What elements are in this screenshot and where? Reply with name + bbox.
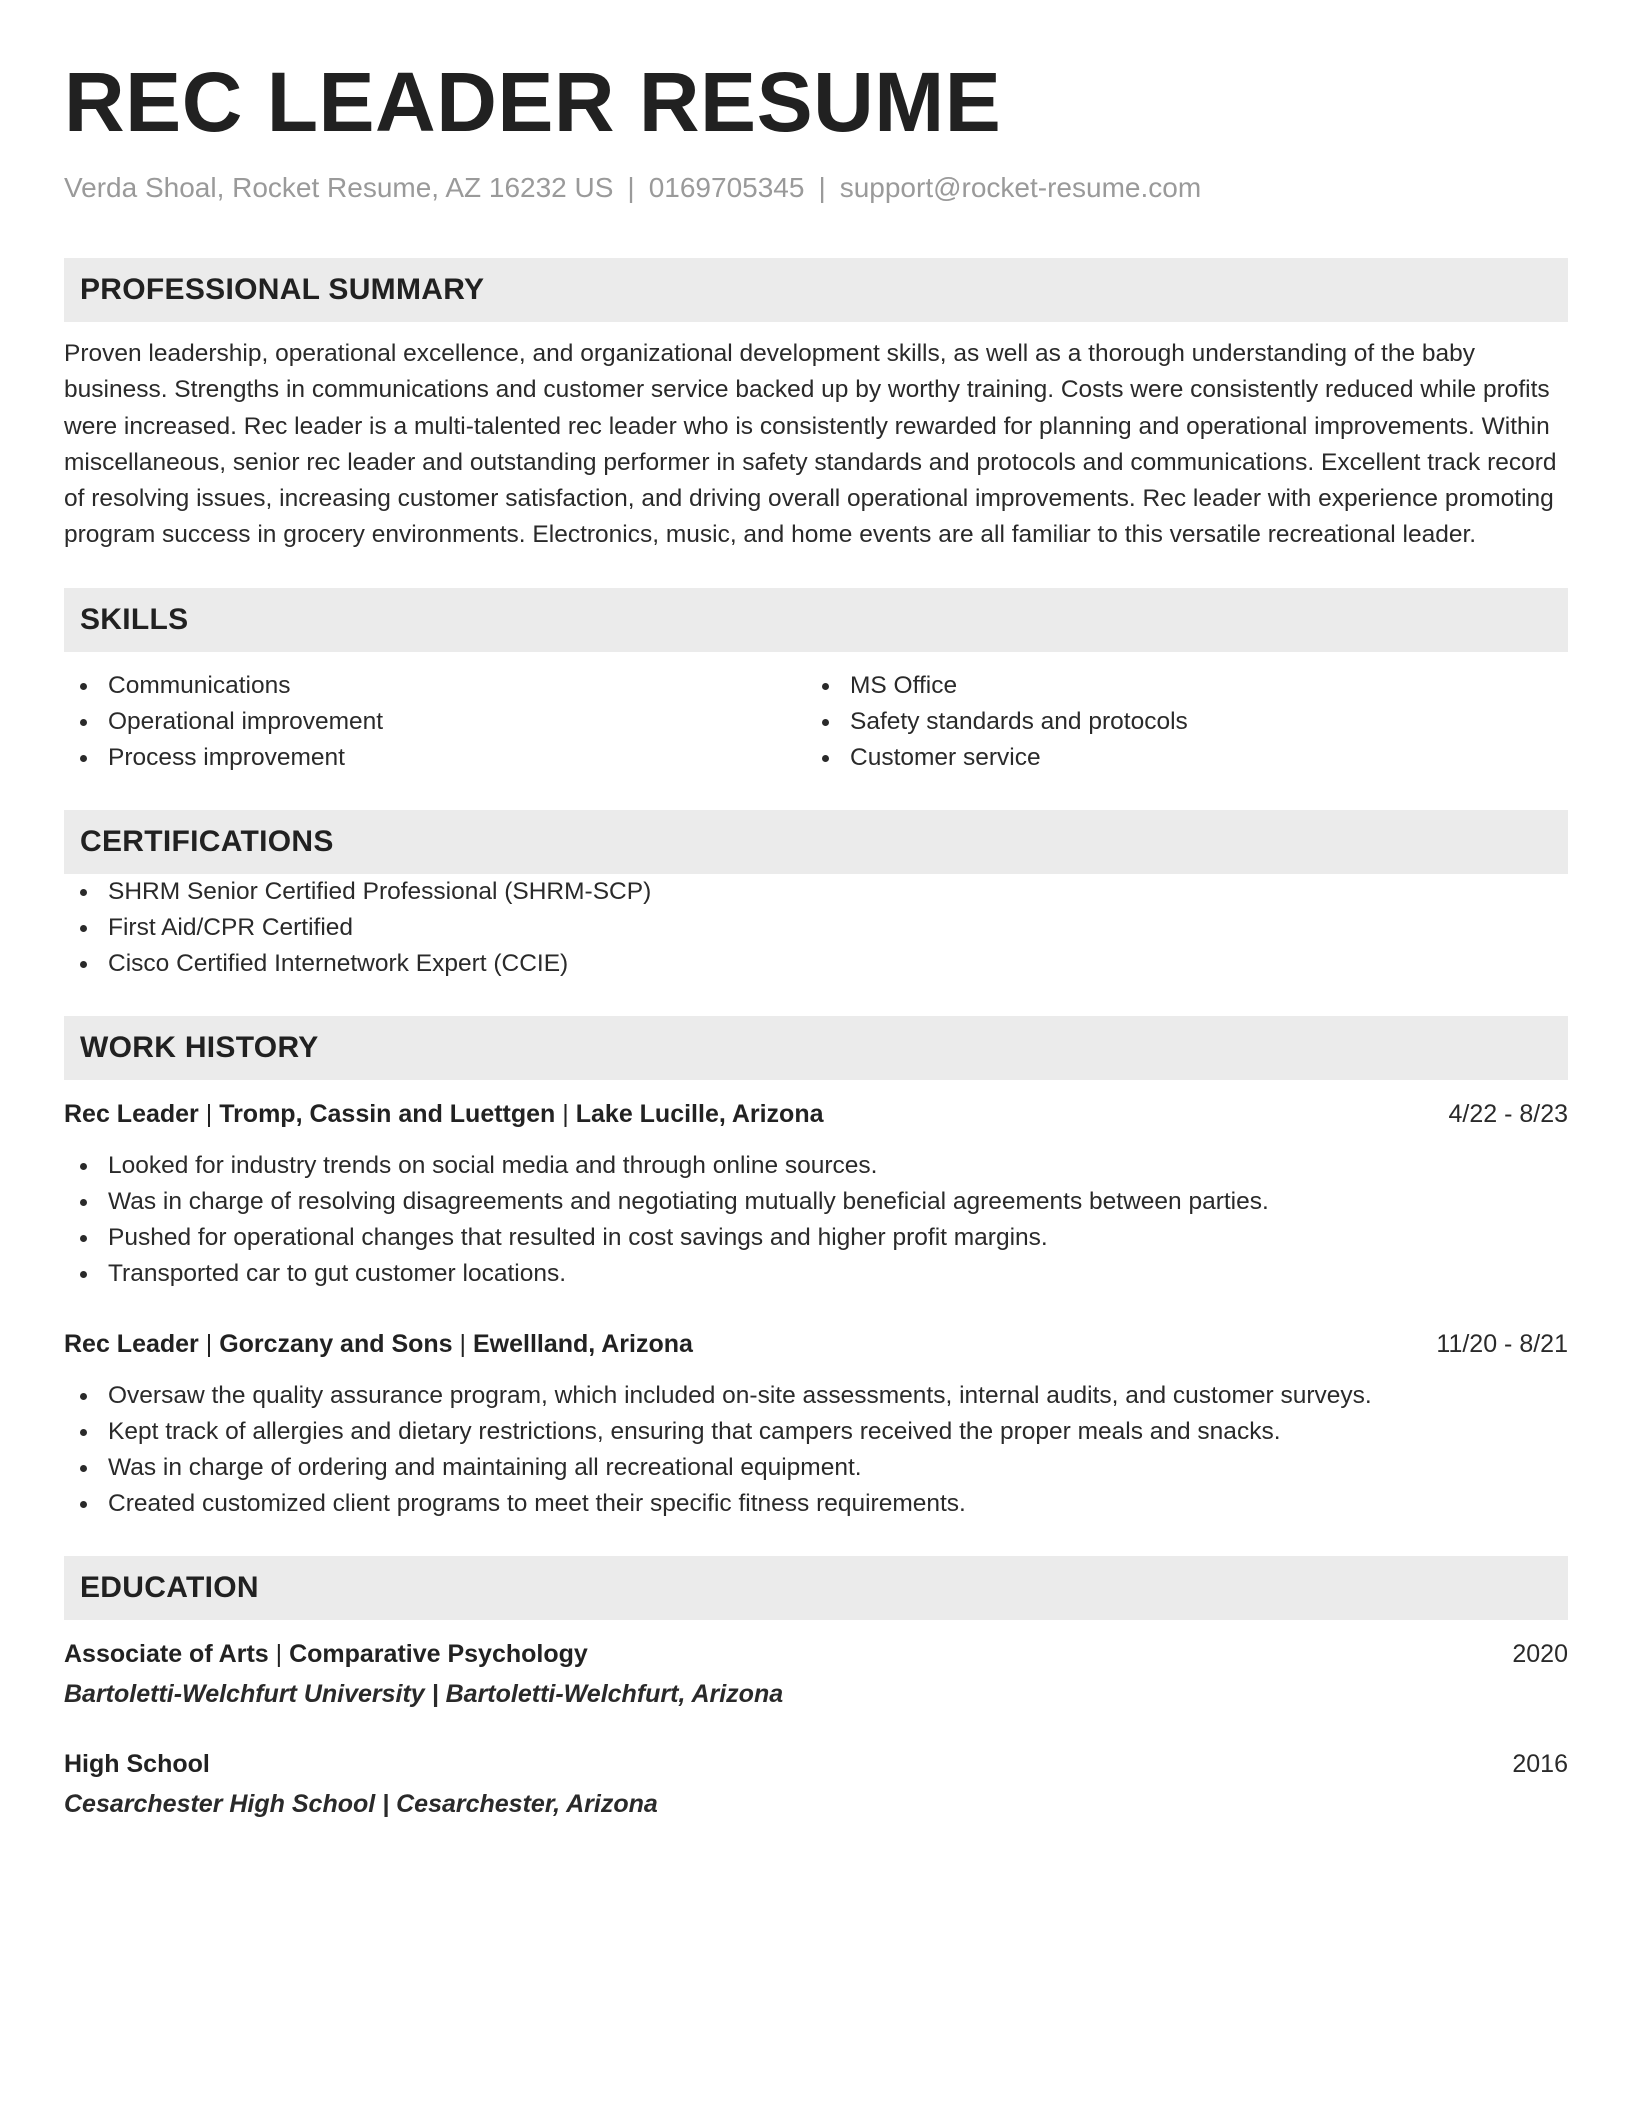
job-separator: |: [198, 1329, 220, 1358]
education-separator: |: [375, 1789, 397, 1818]
job-dates: 4/22 - 8/23: [1448, 1099, 1568, 1128]
education-location: Bartoletti-Welchfurt, Arizona: [445, 1679, 784, 1708]
job-header: [64, 1326, 1568, 1362]
job-location: Lake Lucille, Arizona: [575, 1099, 824, 1128]
contact-address: Verda Shoal, Rocket Resume, AZ 16232 US: [64, 172, 614, 203]
education-school: Cesarchester High School: [64, 1789, 376, 1818]
job-location: Ewellland, Arizona: [472, 1329, 693, 1358]
skill-item: MS Office: [806, 668, 1548, 704]
job-role: Rec Leader: [64, 1329, 199, 1358]
job-role: Rec Leader: [64, 1099, 199, 1128]
education-degree-line: [64, 1636, 588, 1672]
skill-item: Process improvement: [64, 740, 806, 776]
education-header: [64, 1636, 1568, 1672]
job-bullet: Oversaw the quality assurance program, which included on-site assessments, internal audits, and customer surveys.: [64, 1378, 1568, 1414]
skill-item: Customer service: [806, 740, 1548, 776]
certifications-list: [64, 874, 1568, 982]
certification-item: Cisco Certified Internetwork Expert (CCIE): [64, 946, 1568, 982]
certification-item: SHRM Senior Certified Professional (SHRM-SCP): [64, 874, 1568, 910]
contact-email[interactable]: support@rocket-resume.com: [839, 172, 1202, 203]
job-company: Gorczany and Sons: [219, 1329, 453, 1358]
job-bullet: Looked for industry trends on social media and through online sources.: [64, 1148, 1568, 1184]
education-entry: [64, 1746, 1568, 1822]
education-year: 2016: [1512, 1749, 1568, 1778]
job-bullet: Created customized client programs to meet their specific fitness requirements.: [64, 1486, 1568, 1522]
job-separator: |: [198, 1099, 220, 1128]
job-entry: [64, 1326, 1568, 1522]
skill-item: Operational improvement: [64, 704, 806, 740]
education-degree: High School: [64, 1749, 210, 1778]
skills-grid: [64, 668, 1568, 776]
job-title-line: [64, 1326, 693, 1362]
education-degree: Associate of Arts: [64, 1639, 269, 1668]
job-title-line: [64, 1096, 824, 1132]
job-separator: |: [555, 1099, 576, 1128]
education-field: Comparative Psychology: [289, 1639, 588, 1668]
certification-item: First Aid/CPR Certified: [64, 910, 1568, 946]
education-school-line: [64, 1786, 1568, 1822]
skills-column-left: [64, 668, 806, 776]
contact-phone: 0169705345: [648, 172, 805, 203]
job-bullet: Pushed for operational changes that resulted in cost savings and higher profit margins.: [64, 1220, 1568, 1256]
job-bullets: [64, 1378, 1568, 1522]
education-school-line: [64, 1676, 1568, 1712]
job-company: Tromp, Cassin and Luettgen: [219, 1099, 556, 1128]
job-bullet: Was in charge of ordering and maintaining all recreational equipment.: [64, 1450, 1568, 1486]
section-heading-work-history: WORK HISTORY: [64, 1016, 1568, 1080]
contact-separator: |: [627, 172, 635, 203]
education-separator: |: [424, 1679, 446, 1708]
job-bullet: Was in charge of resolving disagreements and negotiating mutually beneficial agreements between parties.: [64, 1184, 1568, 1220]
resume-title: REC LEADER RESUME: [64, 55, 1002, 149]
education-separator: |: [268, 1639, 290, 1668]
skill-item: Communications: [64, 668, 806, 704]
education-degree-line: [64, 1746, 210, 1782]
section-heading-education: EDUCATION: [64, 1556, 1568, 1620]
summary-text: Proven leadership, operational excellence, and organizational development skills, as well as a thorough understanding of the baby business. Strengths in communications and customer service backed up by worthy training. Costs were consistently reduced while profits were increased. Rec leader is a multi-talented rec leader who is consistently rewarded for planning and operational improvements. Within miscellaneous, senior rec leader and outstanding performer in safety standards and protocols and communications. Excellent track record of resolving issues, increasing customer satisfaction, and driving overall operational improvements. Rec leader with experience promoting program success in grocery environments. Electronics, music, and home events are all familiar to this versatile recreational leader.: [64, 340, 1557, 549]
job-dates: 11/20 - 8/21: [1436, 1329, 1568, 1358]
job-header: [64, 1096, 1568, 1132]
job-bullet: Kept track of allergies and dietary restrictions, ensuring that campers received the proper meals and snacks.: [64, 1414, 1568, 1450]
job-separator: |: [452, 1329, 473, 1358]
section-heading-skills: SKILLS: [64, 588, 1568, 652]
skill-item: Safety standards and protocols: [806, 704, 1548, 740]
skills-column-right: [806, 668, 1548, 776]
job-entry: [64, 1096, 1568, 1292]
education-year: 2020: [1512, 1639, 1568, 1668]
job-bullets: [64, 1148, 1568, 1292]
job-bullet: Transported car to gut customer locations.: [64, 1256, 1568, 1292]
education-school: Bartoletti-Welchfurt University: [64, 1679, 425, 1708]
education-entry: [64, 1636, 1568, 1712]
education-location: Cesarchester, Arizona: [396, 1789, 658, 1818]
education-header: [64, 1746, 1568, 1782]
contact-line: [64, 170, 1568, 206]
section-heading-certifications: CERTIFICATIONS: [64, 810, 1568, 874]
contact-separator: |: [818, 172, 826, 203]
section-heading-summary: PROFESSIONAL SUMMARY: [64, 258, 1568, 322]
